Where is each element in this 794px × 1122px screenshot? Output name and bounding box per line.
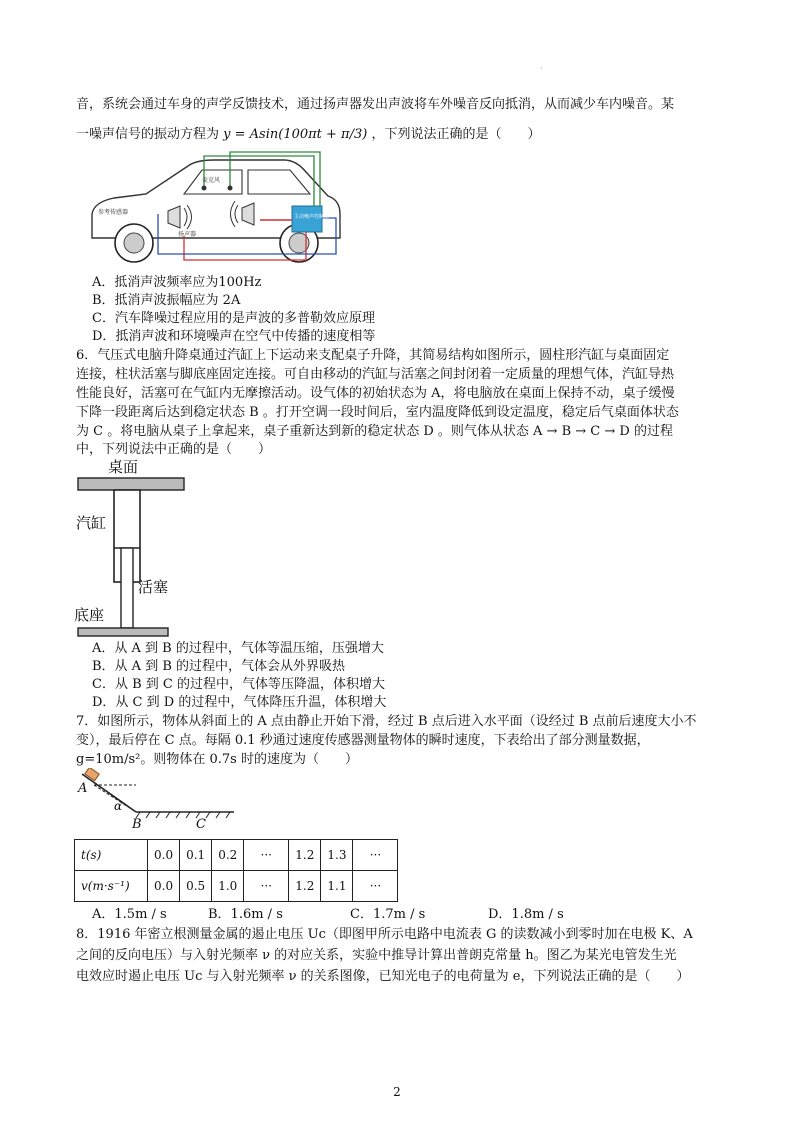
q5-option-a[interactable]: A．抵消声波频率应为100Hz [92,275,262,290]
mic-1 [202,186,207,191]
q6-stem-line-1: 6．气压式电脑升降桌通过汽缸上下运动来支配桌子升降，其简易结构如图所示，圆柱形汽缸与桌面固定 [76,348,670,363]
page-number: 2 [393,1085,401,1099]
table-cell: 1.2 [289,871,321,902]
q6-stem-line-3: 性能良好，活塞可在气缸内无摩擦活动。设气体的初始状态为 A，将电脑放在桌面上保持不动，桌子缓慢 [76,386,675,401]
q5-stem-suffix: ，下列说法正确的是（ ） [371,127,541,142]
label-cylinder: 汽缸 [76,515,107,532]
q7-stem-line-1: 7．如图所示，物体从斜面上的 A 点由静止开始下滑，经过 B 点后进入水平面（设经过 B 点前后速度大小不 [76,714,697,729]
q7-option-c[interactable]: C．1.7m / s [350,907,426,922]
label-a: A [78,781,88,796]
q6-stem-line-5: 为 C 。将电脑从桌子上拿起来，桌子重新达到新的稳定状态 D 。则气体从状态 A → B → C → D 的过程 [76,424,673,439]
label-controller: 主动噪声控制器 [294,214,330,220]
block [85,768,99,781]
q8-stem-line-1: 8．1916 年密立根测量金属的遏止电压 Uc（即图甲所示电路中电流表 G 的读数减小到零时加在电极 K、A [76,927,693,942]
q6-stem-line-2: 连接，柱状活塞与脚底座固定连接。可自由移动的汽缸与活塞之间封闭着一定质量的理想气体，汽缸导热 [76,367,675,382]
q5-option-c[interactable]: C．汽车降噪过程应用的是声波的多普勒效应原理 [92,311,375,326]
desk-figure [74,456,224,638]
table-cell: 0.0 [148,840,180,871]
table-cell: 0.5 [180,871,212,902]
q6-option-c[interactable]: C．从 B 到 C 的过程中，气体等压降温，体积增大 [92,677,385,692]
velocity-table [74,839,398,902]
q8-stem-line-3: 电效应时遏止电压 Uc 与入射光频率 ν 的关系图像，已知光电子的电荷量为 e，下列说法正确的是（ ） [76,969,690,984]
base [78,628,168,636]
q6-option-b[interactable]: B．从 A 到 B 的过程中，气体会从外界吸热 [92,659,346,674]
q6-stem-line-6: 中，下列说法中正确的是（ ） [76,442,272,457]
label-b: B [132,817,142,832]
q6-option-d[interactable]: D．从 C 到 D 的过程中，气体降压升温，体积增大 [92,695,387,710]
q5-option-d[interactable]: D．抵消声波和环境噪声在空气中传播的速度相等 [92,329,376,344]
q6-option-a[interactable]: A．从 A 到 B 的过程中，气体等温压缩，压强增大 [92,641,384,656]
car-noise-cancel-figure [84,148,346,270]
q5-stem-line-1: 音，系统会通过车身的声学反馈技术，通过扬声器发出声波将车外噪音反向抵消，从而减少车内噪音。某 [76,97,675,112]
q7-stem-line-2: 变），最后停在 C 点。每隔 0.1 秒通过速度传感器测量物体的瞬时速度，下表给出了部分测量数据， [76,733,650,748]
label-alpha: α [114,799,123,813]
mic-2 [228,186,233,191]
q5-equation: y = Asin(100πt + π/3) [223,127,368,142]
table-cell: ··· [353,840,398,871]
q7-option-d[interactable]: D．1.8m / s [488,907,564,922]
q7-option-b[interactable]: B．1.6m / s [208,907,283,922]
table-cell: 0.2 [212,840,244,871]
incline-figure [74,768,244,832]
table-row [75,840,398,871]
q5-stem-line-2 [76,126,540,144]
table-cell: 1.0 [212,871,244,902]
table-header-t: t(s) [75,840,148,871]
q6-stem-line-4: 下降一段距离后达到稳定状态 B 。打开空调一段时间后，室内温度降低到设定温度，稳定后气桌面体状态 [76,405,679,420]
label-speaker: 扬声器 [178,231,197,238]
q7-stem-line-3: g=10m/s²。则物体在 0.7s 时的速度为（ ） [76,752,358,767]
table-row [75,871,398,902]
q8-stem-line-2: 之间的反向电压）与入射光频率 ν 的对应关系，实验中推导计算出普朗克常量 h。图乙为某光电管发生光 [76,948,677,963]
q5-stem-prefix: 一噪声信号的振动方程为 [76,127,220,142]
table-cell: 0.0 [148,871,180,902]
label-desk: 桌面 [108,459,139,476]
front-hub [124,233,144,253]
label-piston: 活塞 [138,579,169,596]
label-c: C [196,817,206,832]
table-cell: ··· [353,871,398,902]
table-header-v: v(m·s⁻¹) [75,871,148,902]
label-mic: 麦克风 [202,177,221,184]
table-cell: ··· [244,871,289,902]
desk-top [78,478,184,490]
label-base: 底座 [74,607,105,624]
table-cell: ··· [244,840,289,871]
ground-hatch [136,812,230,818]
q7-option-a[interactable]: A．1.5m / s [92,907,167,922]
label-reference-sensor: 参考传感器 [98,209,129,216]
piston-rod [121,548,133,628]
q5-option-b[interactable]: B．抵消声波振幅应为 2A [92,293,241,308]
table-cell: 1.2 [289,840,321,871]
table-cell: 0.1 [180,840,212,871]
table-cell: 1.3 [321,840,353,871]
page-mark: · [540,64,543,73]
table-cell: 1.1 [321,871,353,902]
